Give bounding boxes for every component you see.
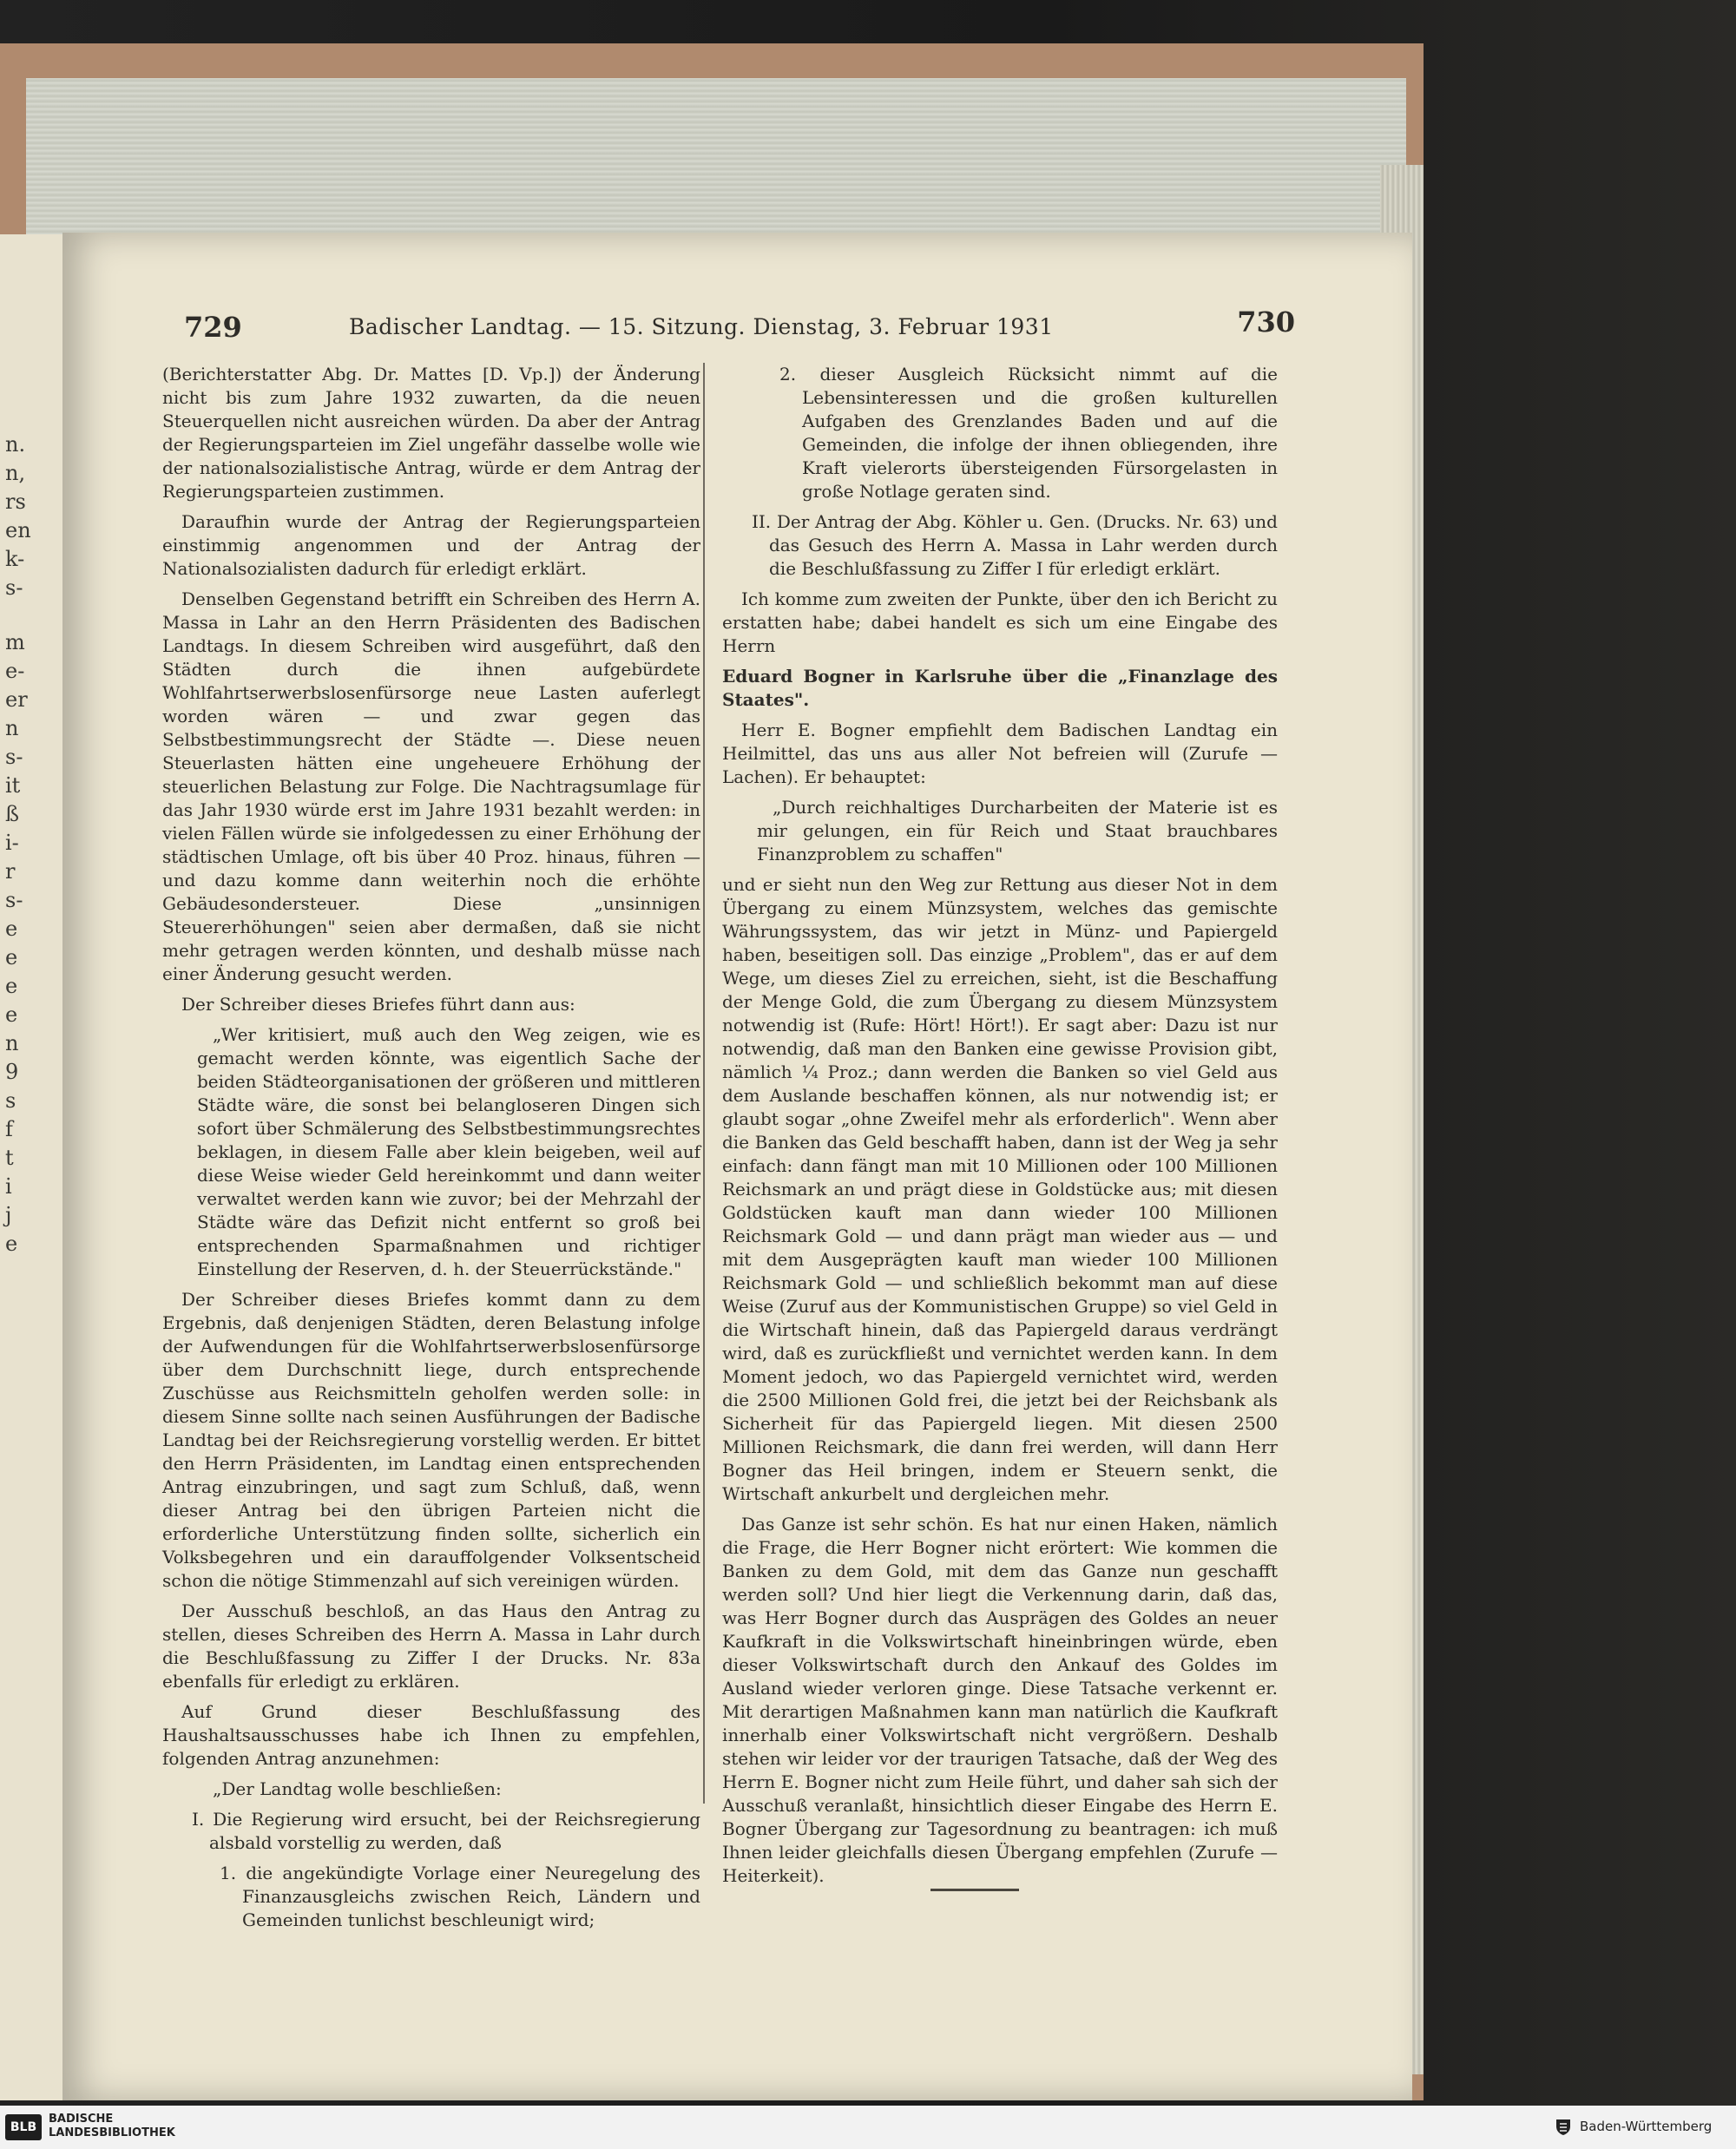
right-paragraph: Eduard Bogner in Karlsruhe über die „Finanzlage des Staates". [722,666,1278,710]
right-paragraph: „Durch reichhaltiges Durcharbeiten der Materie ist es mir gelungen, ein für Reich und Staat brauchbares Finanzproblem zu schaffen" [757,797,1278,864]
facing-page-fragment-text: e [5,1232,18,1256]
facing-page-fragment-text: e [5,945,18,969]
facing-page-fragment-text: j [5,1203,12,1227]
facing-page-fragment-text: en [5,518,31,542]
facing-page-fragment-text: ß [5,802,20,826]
facing-page-fragment-text: s [5,1088,16,1113]
facing-page-fragment-text: s- [5,575,23,600]
facing-page-fragment-text: n, [5,461,26,485]
right-paragraph: II. Der Antrag der Abg. Köhler u. Gen. (Drucks. Nr. 63) und das Gesuch des Herrn A. Massa in Lahr werden durch die Beschlußfassung zu Ziffer I für erledigt erklärt. [752,511,1278,579]
left-paragraph: Daraufhin wurde der Antrag der Regierungsparteien einstimmig angenommen und der Antrag der Nationalsozialisten dadurch für erledigt erklärt. [162,511,700,579]
facing-page-fragment-text: n. [5,432,26,457]
left-paragraph: Denselben Gegenstand betrifft ein Schreiben des Herrn A. Massa in Lahr an den Herrn Präsidenten des Badischen Landtags. In diesem Schreiben wird ausgeführt, daß den Städten durch die ihnen aufgebürdete Wohlfahrtserwerbslosenfürsorge neue Lasten auferlegt worden wären — und zwar gegen das Selbstbestimmungsrecht der Städte —. Diese neuen Steuerlasten hätten eine ungeheuere Erhöhung der steuerlichen Belastung zur Folge. Die Nachtragsumlage für das Jahr 1930 würde erst im Jahre 1931 bezahlt werden: in vielen Fällen würde sie infolgedessen zu einer Erhöhung der städtischen Umlage, oft bis über 40 Proz. hinaus, führen — und dazu komme dann weiterhin noch die erhöhte Gebäudesondersteuer. Diese „unsinnigen Steuererhöhungen" seien aber dermaßen, daß sie nicht mehr getragen werden könnten, und deshalb müsse nach einer Änderung gesucht werden. [162,588,700,984]
facing-page-fragment-text: i [5,1174,12,1199]
facing-page-fragment-text: m [5,630,25,654]
left-paragraph: Der Schreiber dieses Briefes führt dann aus: [181,994,575,1015]
left-paragraph: 1. die angekündigte Vorlage einer Neuregelung des Finanzausgleichs zwischen Reich, Ländern und Gemeinden tunlichst beschleunigt wird; [220,1863,700,1930]
right-paragraph: 2. dieser Ausgleich Rücksicht nimmt auf die Lebensinteressen und die großen kulturellen Aufgaben des Grenzlandes Baden und auf die Gemeinden, die infolge der ihnen obliegenden, ihre Kraft vielerorts übersteigenden Fürsorgelasten in große Notlage geraten sind. [779,364,1278,502]
facing-page-fragment-text: e- [5,659,25,683]
coat-of-arms-icon [1554,2117,1573,2136]
facing-page-fragment-text: i- [5,831,19,855]
left-paragraph: Der Ausschuß beschloß, an das Haus den Antrag zu stellen, dieses Schreiben des Herrn A. Massa in Lahr durch die Beschlußfassung zu Ziffer I der Drucks. Nr. 83a ebenfalls für erledigt zu erklären. [162,1600,700,1692]
left-paragraph: (Berichterstatter Abg. Dr. Mattes [D. Vp.]) der Änderung nicht bis zum Jahre 1932 zuwarten, da die neuen Steuerquellen nicht ausreichen würden. Da aber der Antrag der Regierungsparteien im Ziel ungefähr dasselbe wolle wie der nationalsozialistische Antrag, würde er dem Antrag der Regierungsparteien zustimmen. [162,364,700,502]
facing-page-fragment-text: r [5,859,16,884]
right-paragraph: Ich komme zum zweiten der Punkte, über den ich Bericht zu erstatten habe; dabei handelt es sich um eine Eingabe des Herrn [722,588,1278,656]
facing-page-fragment-text: e [5,974,18,998]
facing-page-fragment-text: e [5,917,18,941]
facing-page-fragment-text: er [5,687,28,712]
facing-page-fragment-text: s- [5,888,23,912]
page-number-left: 729 [184,311,242,344]
document-page [62,233,1412,2100]
facing-page-fragment-text: n [5,1031,19,1055]
facing-page-fragment-text: s- [5,745,23,769]
library-name-line2: LANDESBIBLIOTHEK [49,2126,175,2139]
left-paragraph: „Der Landtag wolle beschließen: [213,1778,502,1799]
facing-page-fragment-text: k- [5,547,25,571]
facing-page-fragment [0,234,62,2100]
library-name-line1: BADISCHE [49,2113,114,2126]
facing-page-fragment-text: 9 [5,1060,19,1084]
facing-page-fragment-text: f [5,1117,13,1141]
state-name: Baden-Württemberg [1580,2119,1713,2134]
end-rule [930,1889,1019,1891]
left-column [162,363,700,1939]
facing-page-fragment-text: rs [5,490,26,514]
facing-page-fragment-text: n [5,716,19,740]
right-paragraph: Herr E. Bogner empfiehlt dem Badischen Landtag ein Heilmittel, das uns aus aller Not befreien will (Zurufe — Lachen). Er behauptet: [722,720,1278,787]
page-edges-top [26,78,1406,234]
left-paragraph: I. Die Regierung wird ersucht, bei der Reichsregierung alsbald vorstellig zu werden, daß [192,1809,700,1853]
right-paragraph: und er sieht nun den Weg zur Rettung aus dieser Not in dem Übergang zu einem Münzsystem, welches das gemischte Währungssystem, das wir jetzt in Münz- und Papiergeld haben, beseitigen soll. Das einzige „Problem", das er auf dem Wege, um dieses Ziel zu erreichen, sieht, ist die Beschaffung der Menge Gold, die zum Übergang zu diesem Münzsystem notwendig ist (Rufe: Hört! Hört!). Er sagt aber: Dazu ist nur notwendig, daß man den Banken eine gewisse Provision gibt, nämlich ¼ Proz.; dann werden die Banken so viel Geld aus dem Auslande beschaffen können, als nur notwendig ist; er glaubt sogar „ohne Zweifel mehr als erforderlich". Wenn aber die Banken das Geld beschafft haben, dann ist der Weg ja sehr einfach: dann fängt man mit 10 Millionen oder 100 Millionen Reichsmark an und prägt diese in Goldstücke aus; mit diesen Goldstücken kauft man dann wieder 100 Millionen Reichsmark Gold — und dann prägt man wieder aus — und mit dem Ausgeprägten kauft man wieder 100 Millionen Reichsmark Gold — und schließlich bekommt man auf diese Weise (Zuruf aus der Kommunistischen Gruppe) so viel Geld in die Wirtschaft hinein, daß das Papiergeld daraus verdrängt wird, daß es zurückfließt und vernichtet werden kann. In dem Moment jedoch, wo das Papiergeld vernichtet wird, werden die 2500 Millionen Gold frei, die jetzt bei der Reichsbank als Sicherheit für das Papiergeld liegen. Mit diesen 2500 Millionen Reichsmark, die dann frei werden, will dann Herr Bogner das Heil bringen, indem er Steuern senkt, die Wirtschaft ankurbelt und dergleichen mehr. [722,874,1278,1504]
blb-logo: BLB [5,2114,42,2140]
library-name [49,2113,175,2140]
facing-page-fragment-text: t [5,1146,14,1170]
left-paragraph: „Wer kritisiert, muß auch den Weg zeigen, wie es gemacht werden könnte, was eigentlich Sache der beiden Städteorganisationen der größeren und mittleren Städte wäre, die sonst bei belangloseren Dingen sich sofort über Schmälerung des Selbstbestimmungsrechtes beklagen, in diesem Falle aber klein beigeben, weil auf diese Weise wieder Geld hereinkommt und dann weiter verwaltet werden kann wie zuvor; bei der Mehrzahl der Städte wäre das Defizit nicht entfernt so groß bei entsprechenden Sparmaßnahmen und richtiger Einstellung der Reserven, d. h. der Steuerrückstände." [197,1024,700,1279]
footer-bar [0,2106,1736,2149]
facing-page-fragment-text: e [5,1002,18,1027]
column-divider [703,363,705,1804]
left-paragraph: Der Schreiber dieses Briefes kommt dann zu dem Ergebnis, daß denjenigen Städten, deren Belastung infolge der Aufwendungen für die Wohlfahrtserwerbslosenfürsorge über dem Durchschnitt liege, durch entsprechende Zuschüsse aus Reichsmitteln geholfen werden solle: in diesem Sinne sollte nach seinen Ausführungen der Badische Landtag bei der Reichsregierung vorstellig werden. Er bittet den Herrn Präsidenten, im Landtag einen entsprechenden Antrag einzubringen, und sagt zum Schluß, daß, wenn dieser Antrag bei den übrigen Parteien nicht die erforderliche Unterstützung finden sollte, sicherlich ein Volksbegehren und ein darauffolgender Volksentscheid schon die nötige Stimmenzahl auf sich vereinigen würden. [162,1289,700,1591]
page-number-right: 730 [1237,306,1295,338]
facing-page-fragment-text: it [5,773,21,798]
running-header [184,306,1295,345]
right-paragraph: Das Ganze ist sehr schön. Es hat nur einen Haken, nämlich die Frage, die Herr Bogner nicht erörtert: Wie kommen die Banken zu dem Gold, mit dem das Ganze nun geschafft werden soll? Und hier liegt die Verkennung darin, daß das, was Herr Bogner durch das Ausprägen des Goldes an neuer Kaufkraft in die Volkswirtschaft hineinbringen würde, eben dieser Volkswirtschaft durch den Ankauf des Goldes im Ausland wieder verloren ginge. Diese Tatsache verkennt er. Mit derartigen Maßnahmen kann man natürlich die Kaufkraft innerhalb einer Volkswirtschaft nicht vergrößern. Deshalb stehen wir leider vor der traurigen Tatsache, daß der Weg des Herrn E. Bogner nicht zum Heile führt, und daher sah sich der Ausschuß veranlaßt, hinsichtlich dieser Eingabe des Herrn E. Bogner Übergang zur Tagesordnung zu beantragen: ich muß Ihnen leider gleichfalls diesen Übergang empfehlen (Zurufe — Heiterkeit). [722,1514,1278,1886]
left-paragraph: Auf Grund dieser Beschlußfassung des Haushaltsausschusses habe ich Ihnen zu empfehlen, folgenden Antrag anzunehmen: [162,1701,700,1769]
header-title: Badischer Landtag. — 15. Sitzung. Dienstag, 3. Februar 1931 [349,314,1054,339]
right-column [722,363,1278,1895]
